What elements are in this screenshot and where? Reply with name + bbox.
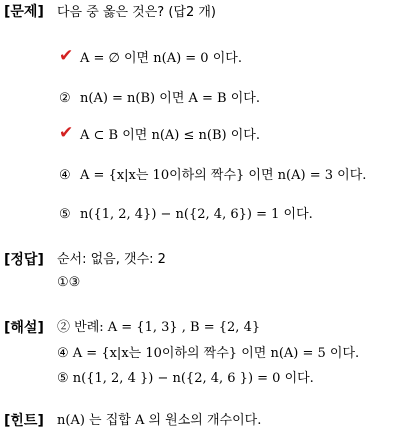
option-4-marker: ④ — [59, 168, 71, 183]
option-2-text: n(A) = n(B) 이면 A = B 이다. — [80, 91, 260, 106]
explanation-line-3: ⑤ n({1, 2, 4 }) − n({2, 4, 6 }) = 0 이다. — [57, 371, 314, 386]
explanation-label: [해설] — [4, 320, 44, 336]
option-1-text: A = ∅ 이면 n(A) = 0 이다. — [80, 51, 242, 66]
hint-label: [힌트] — [4, 413, 44, 429]
option-2-marker: ② — [59, 91, 71, 106]
answer-label: [정답] — [4, 252, 44, 268]
option-5-marker: ⑤ — [59, 207, 71, 222]
question-label: [문제] — [4, 4, 44, 20]
explanation-line-1: ② 반례: A = {1, 3} , B = {2, 4} — [57, 320, 261, 335]
answer-choices: ①③ — [57, 275, 81, 290]
option-4-text: A = {x|x는 10이하의 짝수} 이면 n(A) = 3 이다. — [80, 168, 367, 183]
check-mark-icon: ✔ — [59, 46, 74, 66]
option-5-text: n({1, 2, 4}) − n({2, 4, 6}) = 1 이다. — [80, 207, 313, 222]
explanation-line-2: ④ A = {x|x는 10이하의 짝수} 이면 n(A) = 5 이다. — [57, 346, 360, 361]
check-mark-icon: ✔ — [59, 123, 74, 143]
option-3-text: A ⊂ B 이면 n(A) ≤ n(B) 이다. — [80, 128, 260, 143]
answer-order-count: 순서: 없음, 갯수: 2 — [57, 252, 166, 267]
question-prompt: 다음 중 옳은 것은? (답2 개) — [57, 5, 216, 20]
hint-text: n(A) 는 집합 A 의 원소의 개수이다. — [57, 413, 262, 428]
